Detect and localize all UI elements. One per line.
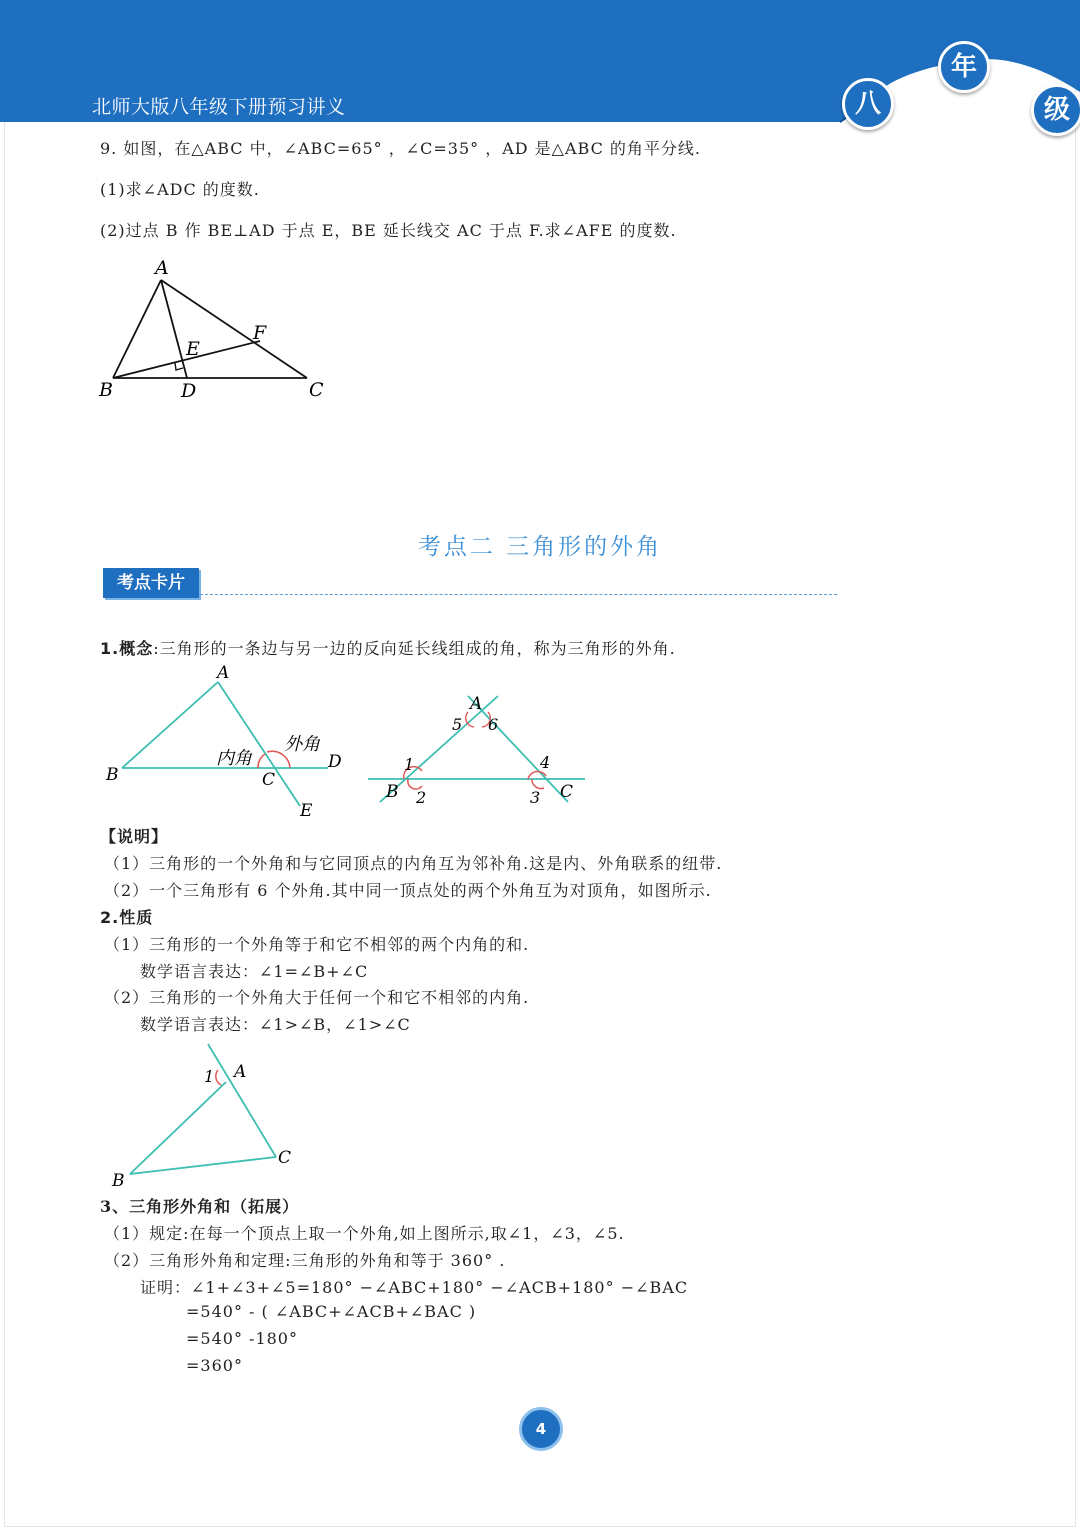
problem9-stem: 9. 如图，在△ABC 中，∠ABC=65° ，∠C=35° ，AD 是△ABC 的角平分线. [100,139,702,158]
six-label-b: B [386,782,399,802]
grade-badge-ji: 级 [1031,84,1080,136]
concept-label: 1.概念 [100,639,154,658]
fig9-label-a: A [155,257,169,279]
problem9-q1: (1)求∠ADC 的度数. [100,180,260,199]
six-label-c: C [560,782,574,802]
ext-label-d: D [328,752,342,772]
properties-heading: 2.性质 [100,908,154,927]
ext-label-a: A [217,663,230,683]
ext-label-c: C [262,770,276,790]
line-ac [468,696,568,802]
six-label-5: 5 [452,715,463,734]
problem9-figure [95,255,335,405]
proof-line-2: =540° - ( ∠ABC+∠ACB+∠BAC ) [186,1302,477,1321]
fig9-label-b: B [99,379,113,401]
property-1: （1）三角形的一个外角等于和它不相邻的两个内角的和. [104,935,530,954]
page-number: 4 [519,1407,563,1451]
notes-item-2: （2）一个三角形有 6 个外角.其中同一顶点处的两个外角互为对顶角，如图所示. [104,881,712,900]
six-label-2: 2 [416,788,427,807]
proof-line-4: =360° [186,1356,243,1375]
ext-sum-rule-1: （1）规定:在每一个顶点上取一个外角,如上图所示,取∠1，∠3，∠5. [104,1224,625,1243]
six-angles-figure [360,690,600,820]
proof-line-1: 证明：∠1+∠3+∠5=180° −∠ABC+180° −∠ACB+180° −∠BAC [140,1278,689,1297]
property-1-expr: 数学语言表达：∠1=∠B+∠C [140,962,369,981]
property-2-expr: 数学语言表达：∠1>∠B，∠1>∠C [140,1015,411,1034]
segment-ac-extended [208,1044,276,1157]
segment-ab [122,682,218,768]
small-label-a: A [234,1062,247,1082]
problem9-q2: (2)过点 B 作 BE⊥AD 于点 E，BE 延长线交 AC 于点 F.求∠AFE 的度数. [100,221,677,240]
ext-label-e: E [300,801,313,821]
ext-label-b: B [106,765,119,785]
six-label-6: 6 [488,715,499,734]
small-triangle-figure [100,1040,310,1190]
segment-bc [130,1157,276,1174]
segment-ba [130,1082,226,1174]
concept-text: :三角形的一条边与另一边的反向延长线组成的角，称为三角形的外角. [153,639,676,658]
interior-angle-arc [258,754,265,768]
ext-sum-rule-2: （2）三角形外角和定理:三角形的外角和等于 360° . [104,1251,506,1270]
right-angle-mark [175,363,183,370]
small-label-1: 1 [204,1067,215,1086]
fig9-label-d: D [181,380,197,402]
ext-label-interior: 内角 [216,748,252,769]
property-2: （2）三角形的一个外角大于任何一个和它不相邻的内角. [104,988,530,1007]
grade-badge-ba: 八 [842,78,894,130]
card-tag: 考点卡片 [103,568,199,598]
segment-ab [113,280,161,378]
small-label-c: C [278,1148,292,1168]
six-label-a: A [470,694,483,714]
concept-line [100,636,676,659]
dashed-divider [200,594,837,595]
section-title: 考点二 三角形的外角 [417,534,663,560]
notes-item-1: （1）三角形的一个外角和与它同顶点的内角互为邻补角.这是内、外角联系的纽带. [104,854,723,873]
small-label-b: B [112,1171,125,1191]
grade-badge-nian: 年 [938,41,990,93]
header-title: 北师大版八年级下册预习讲义 [92,96,346,118]
six-label-4: 4 [540,753,551,772]
notes-heading: 【说明】 [100,827,169,846]
arc-angle-1 [216,1070,221,1085]
six-label-1: 1 [404,755,415,774]
fig9-label-e: E [186,338,200,360]
exterior-angle-figure [100,660,360,825]
fig9-label-c: C [309,379,324,401]
ext-label-exterior: 外角 [284,734,320,755]
proof-line-3: =540° -180° [186,1329,298,1348]
ext-sum-heading: 3、三角形外角和（拓展） [100,1197,300,1216]
fig9-label-f: F [253,322,267,344]
six-label-3: 3 [530,788,541,807]
